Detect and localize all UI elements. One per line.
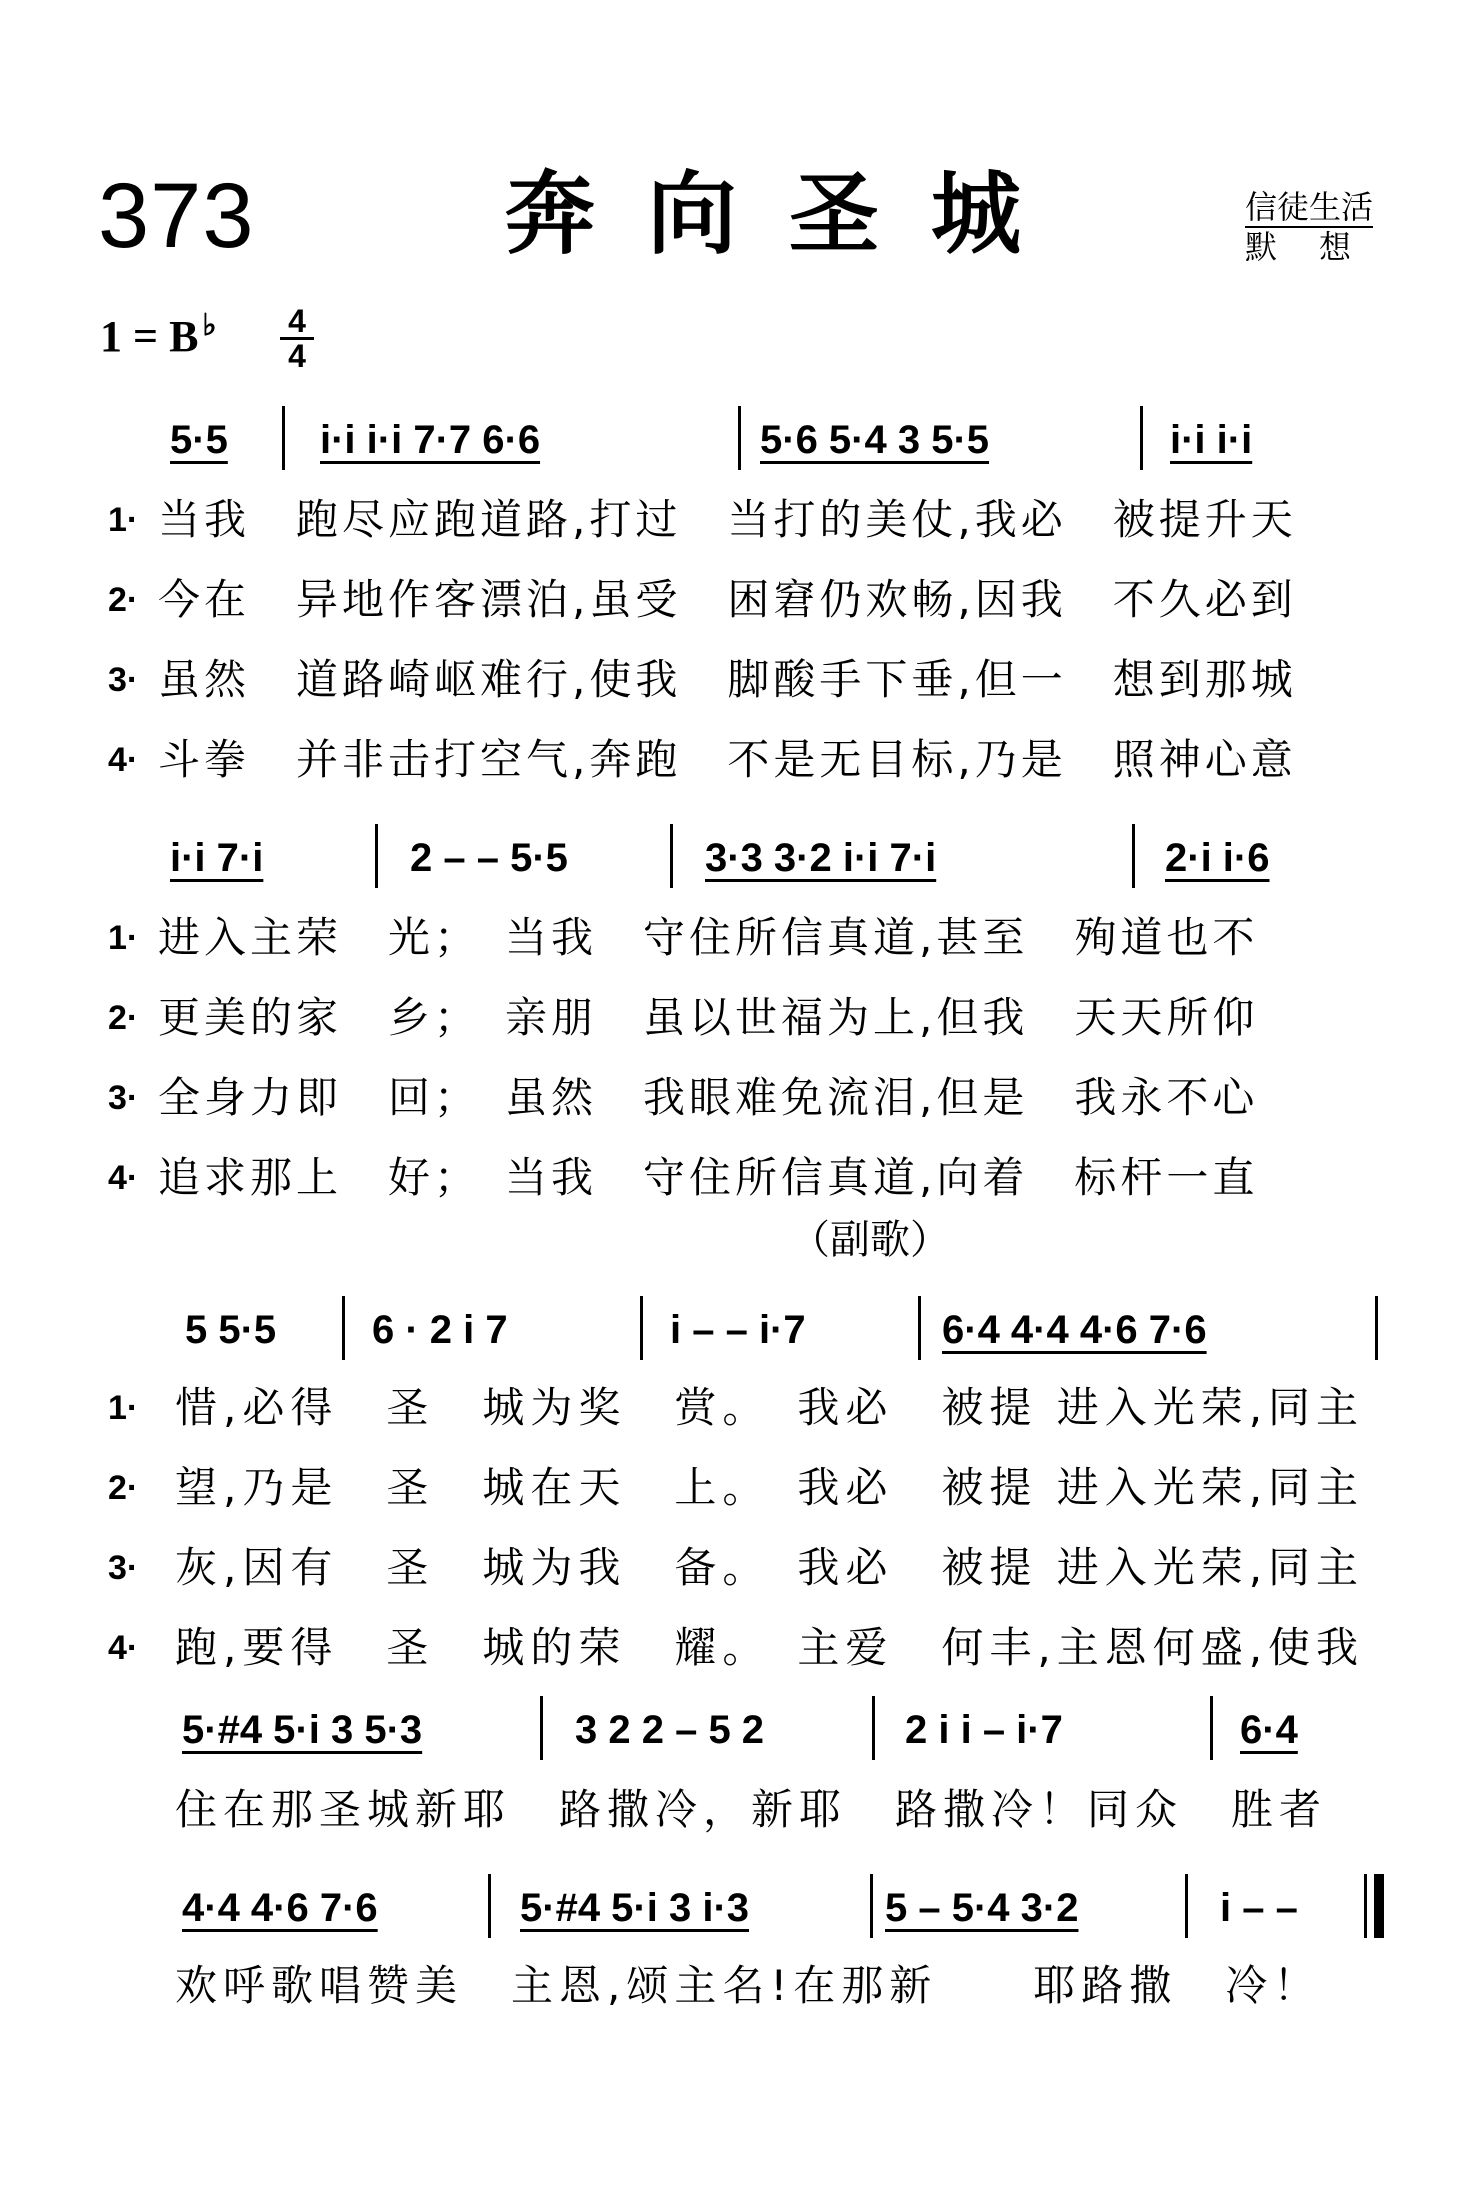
bar-line bbox=[640, 1296, 643, 1360]
notation-line-1 bbox=[0, 410, 1477, 470]
verse-number: 2· bbox=[108, 581, 139, 619]
verse-text: 更美的家 乡； 亲朋 虽以世福为上,但我 天天所仰 bbox=[158, 993, 1259, 1042]
notation-line-3 bbox=[0, 1300, 1477, 1360]
lyric-line bbox=[0, 1150, 1477, 1206]
bar-line bbox=[282, 406, 285, 470]
bar-line bbox=[1375, 1296, 1378, 1360]
flat-sign: ♭ bbox=[202, 309, 217, 342]
measure: 2 i i – i·7 bbox=[905, 1708, 1063, 1752]
lyric-line bbox=[0, 1958, 1477, 2014]
verse-number: 4· bbox=[108, 1159, 139, 1197]
verse-number: 1· bbox=[108, 1389, 139, 1427]
lyric-line bbox=[0, 1782, 1477, 1838]
measure: i·i i·i bbox=[1170, 418, 1253, 462]
verse-number: 1· bbox=[108, 919, 139, 957]
verse-number: 2· bbox=[108, 1469, 139, 1507]
notation-line-2 bbox=[0, 828, 1477, 888]
lyric-line bbox=[0, 1380, 1477, 1436]
key-text: 1 = B bbox=[100, 312, 199, 361]
chorus-lyric: 住在那圣城新耶 路撒冷，新耶 路撒冷！同众 胜者 bbox=[175, 1785, 1328, 1834]
measure: i·i 7·i bbox=[170, 836, 264, 880]
lyric-line bbox=[0, 732, 1477, 788]
lyric-line bbox=[0, 492, 1477, 548]
verse-number: 3· bbox=[108, 1079, 139, 1117]
verse-text: 灰,因有 圣 城为我 备。 我必 被提 进入光荣,同主 bbox=[175, 1543, 1365, 1592]
measure: 5·#4 5·i 3 5·3 bbox=[182, 1708, 423, 1752]
measure: i – – i·7 bbox=[670, 1308, 806, 1352]
verse-number: 3· bbox=[108, 661, 139, 699]
verse-number: 3· bbox=[108, 1549, 139, 1587]
measure: 6·4 4·4 4·6 7·6 bbox=[942, 1308, 1207, 1352]
lyric-line bbox=[0, 1620, 1477, 1676]
time-signature-top: 4 bbox=[280, 305, 314, 340]
bar-line bbox=[1210, 1696, 1213, 1760]
hymn-number: 373 bbox=[98, 165, 255, 267]
credits bbox=[1245, 188, 1394, 266]
verse-text: 跑,要得 圣 城的荣 耀。 主爱 何丰,主恩何盛,使我 bbox=[175, 1623, 1365, 1672]
measure: i·i i·i 7·7 6·6 bbox=[320, 418, 541, 462]
measure: 5·5 bbox=[170, 418, 228, 462]
bar-line bbox=[1140, 406, 1143, 470]
hymn-source: 信徒生活 bbox=[1245, 188, 1374, 226]
verse-number: 1· bbox=[108, 501, 139, 539]
chorus-lyric: 欢呼歌唱赞美 主恩,颂主名!在那新 耶路撒 冷！ bbox=[175, 1961, 1322, 2010]
verse-text: 追求那上 好； 当我 守住所信真道,向着 标杆一直 bbox=[158, 1153, 1259, 1202]
lyric-line bbox=[0, 910, 1477, 966]
time-signature bbox=[280, 305, 314, 372]
verse-text: 望,乃是 圣 城在天 上。 我必 被提 进入光荣,同主 bbox=[175, 1463, 1365, 1512]
notation-line-4 bbox=[0, 1700, 1477, 1760]
verse-text: 惜,必得 圣 城为奖 赏。 我必 被提 进入光荣,同主 bbox=[175, 1383, 1365, 1432]
bar-line bbox=[1364, 1874, 1367, 1938]
time-signature-bottom: 4 bbox=[288, 338, 306, 374]
key-signature bbox=[100, 309, 217, 361]
lyric-line bbox=[0, 572, 1477, 628]
bar-line bbox=[488, 1874, 491, 1938]
verse-text: 进入主荣 光； 当我 守住所信真道,甚至 殉道也不 bbox=[158, 913, 1259, 962]
measure: 5·6 5·4 3 5·5 bbox=[760, 418, 990, 462]
measure: 5 5·5 bbox=[185, 1308, 277, 1352]
notation-line-5 bbox=[0, 1878, 1477, 1938]
hymn-author: 默想 bbox=[1245, 228, 1394, 266]
lyric-line bbox=[0, 990, 1477, 1046]
final-bar-line bbox=[1374, 1874, 1384, 1938]
measure: 6 · 2 i 7 bbox=[372, 1308, 508, 1352]
bar-line bbox=[918, 1296, 921, 1360]
measure: 2·i i·6 bbox=[1165, 836, 1270, 880]
measure: 5 – 5·4 3·2 bbox=[885, 1886, 1079, 1930]
verse-number: 4· bbox=[108, 1629, 139, 1667]
verse-text: 今在 异地作客漂泊,虽受 困窘仍欢畅,因我 不久必到 bbox=[158, 575, 1297, 624]
lyric-line bbox=[0, 652, 1477, 708]
verse-text: 斗拳 并非击打空气,奔跑 不是无目标,乃是 照神心意 bbox=[158, 735, 1297, 784]
bar-line bbox=[670, 824, 673, 888]
measure: 6·4 bbox=[1240, 1708, 1298, 1752]
lyric-line bbox=[0, 1070, 1477, 1126]
bar-line bbox=[375, 824, 378, 888]
bar-line bbox=[1132, 824, 1135, 888]
chorus-label: （副歌） bbox=[790, 1217, 950, 1263]
verse-text: 当我 跑尽应跑道路,打过 当打的美仗,我必 被提升天 bbox=[158, 495, 1297, 544]
lyric-line bbox=[0, 1540, 1477, 1596]
verse-number: 4· bbox=[108, 741, 139, 779]
measure: 5·#4 5·i 3 i·3 bbox=[520, 1886, 750, 1930]
measure: 3 2 2 – 5 2 bbox=[575, 1708, 765, 1752]
verse-number: 2· bbox=[108, 999, 139, 1037]
measure: 3·3 3·2 i·i 7·i bbox=[705, 836, 937, 880]
bar-line bbox=[1185, 1874, 1188, 1938]
measure: 2 – – 5·5 bbox=[410, 836, 568, 880]
bar-line bbox=[540, 1696, 543, 1760]
verse-text: 虽然 道路崎岖难行,使我 脚酸手下垂,但一 想到那城 bbox=[158, 655, 1297, 704]
bar-line bbox=[738, 406, 741, 470]
measure: i – – bbox=[1220, 1886, 1298, 1930]
hymn-title: 奔向圣城 bbox=[505, 162, 1073, 267]
measure: 4·4 4·6 7·6 bbox=[182, 1886, 378, 1930]
lyric-line bbox=[0, 1460, 1477, 1516]
verse-text: 全身力即 回； 虽然 我眼难免流泪,但是 我永不心 bbox=[158, 1073, 1259, 1122]
bar-line bbox=[870, 1874, 873, 1938]
bar-line bbox=[872, 1696, 875, 1760]
bar-line bbox=[342, 1296, 345, 1360]
